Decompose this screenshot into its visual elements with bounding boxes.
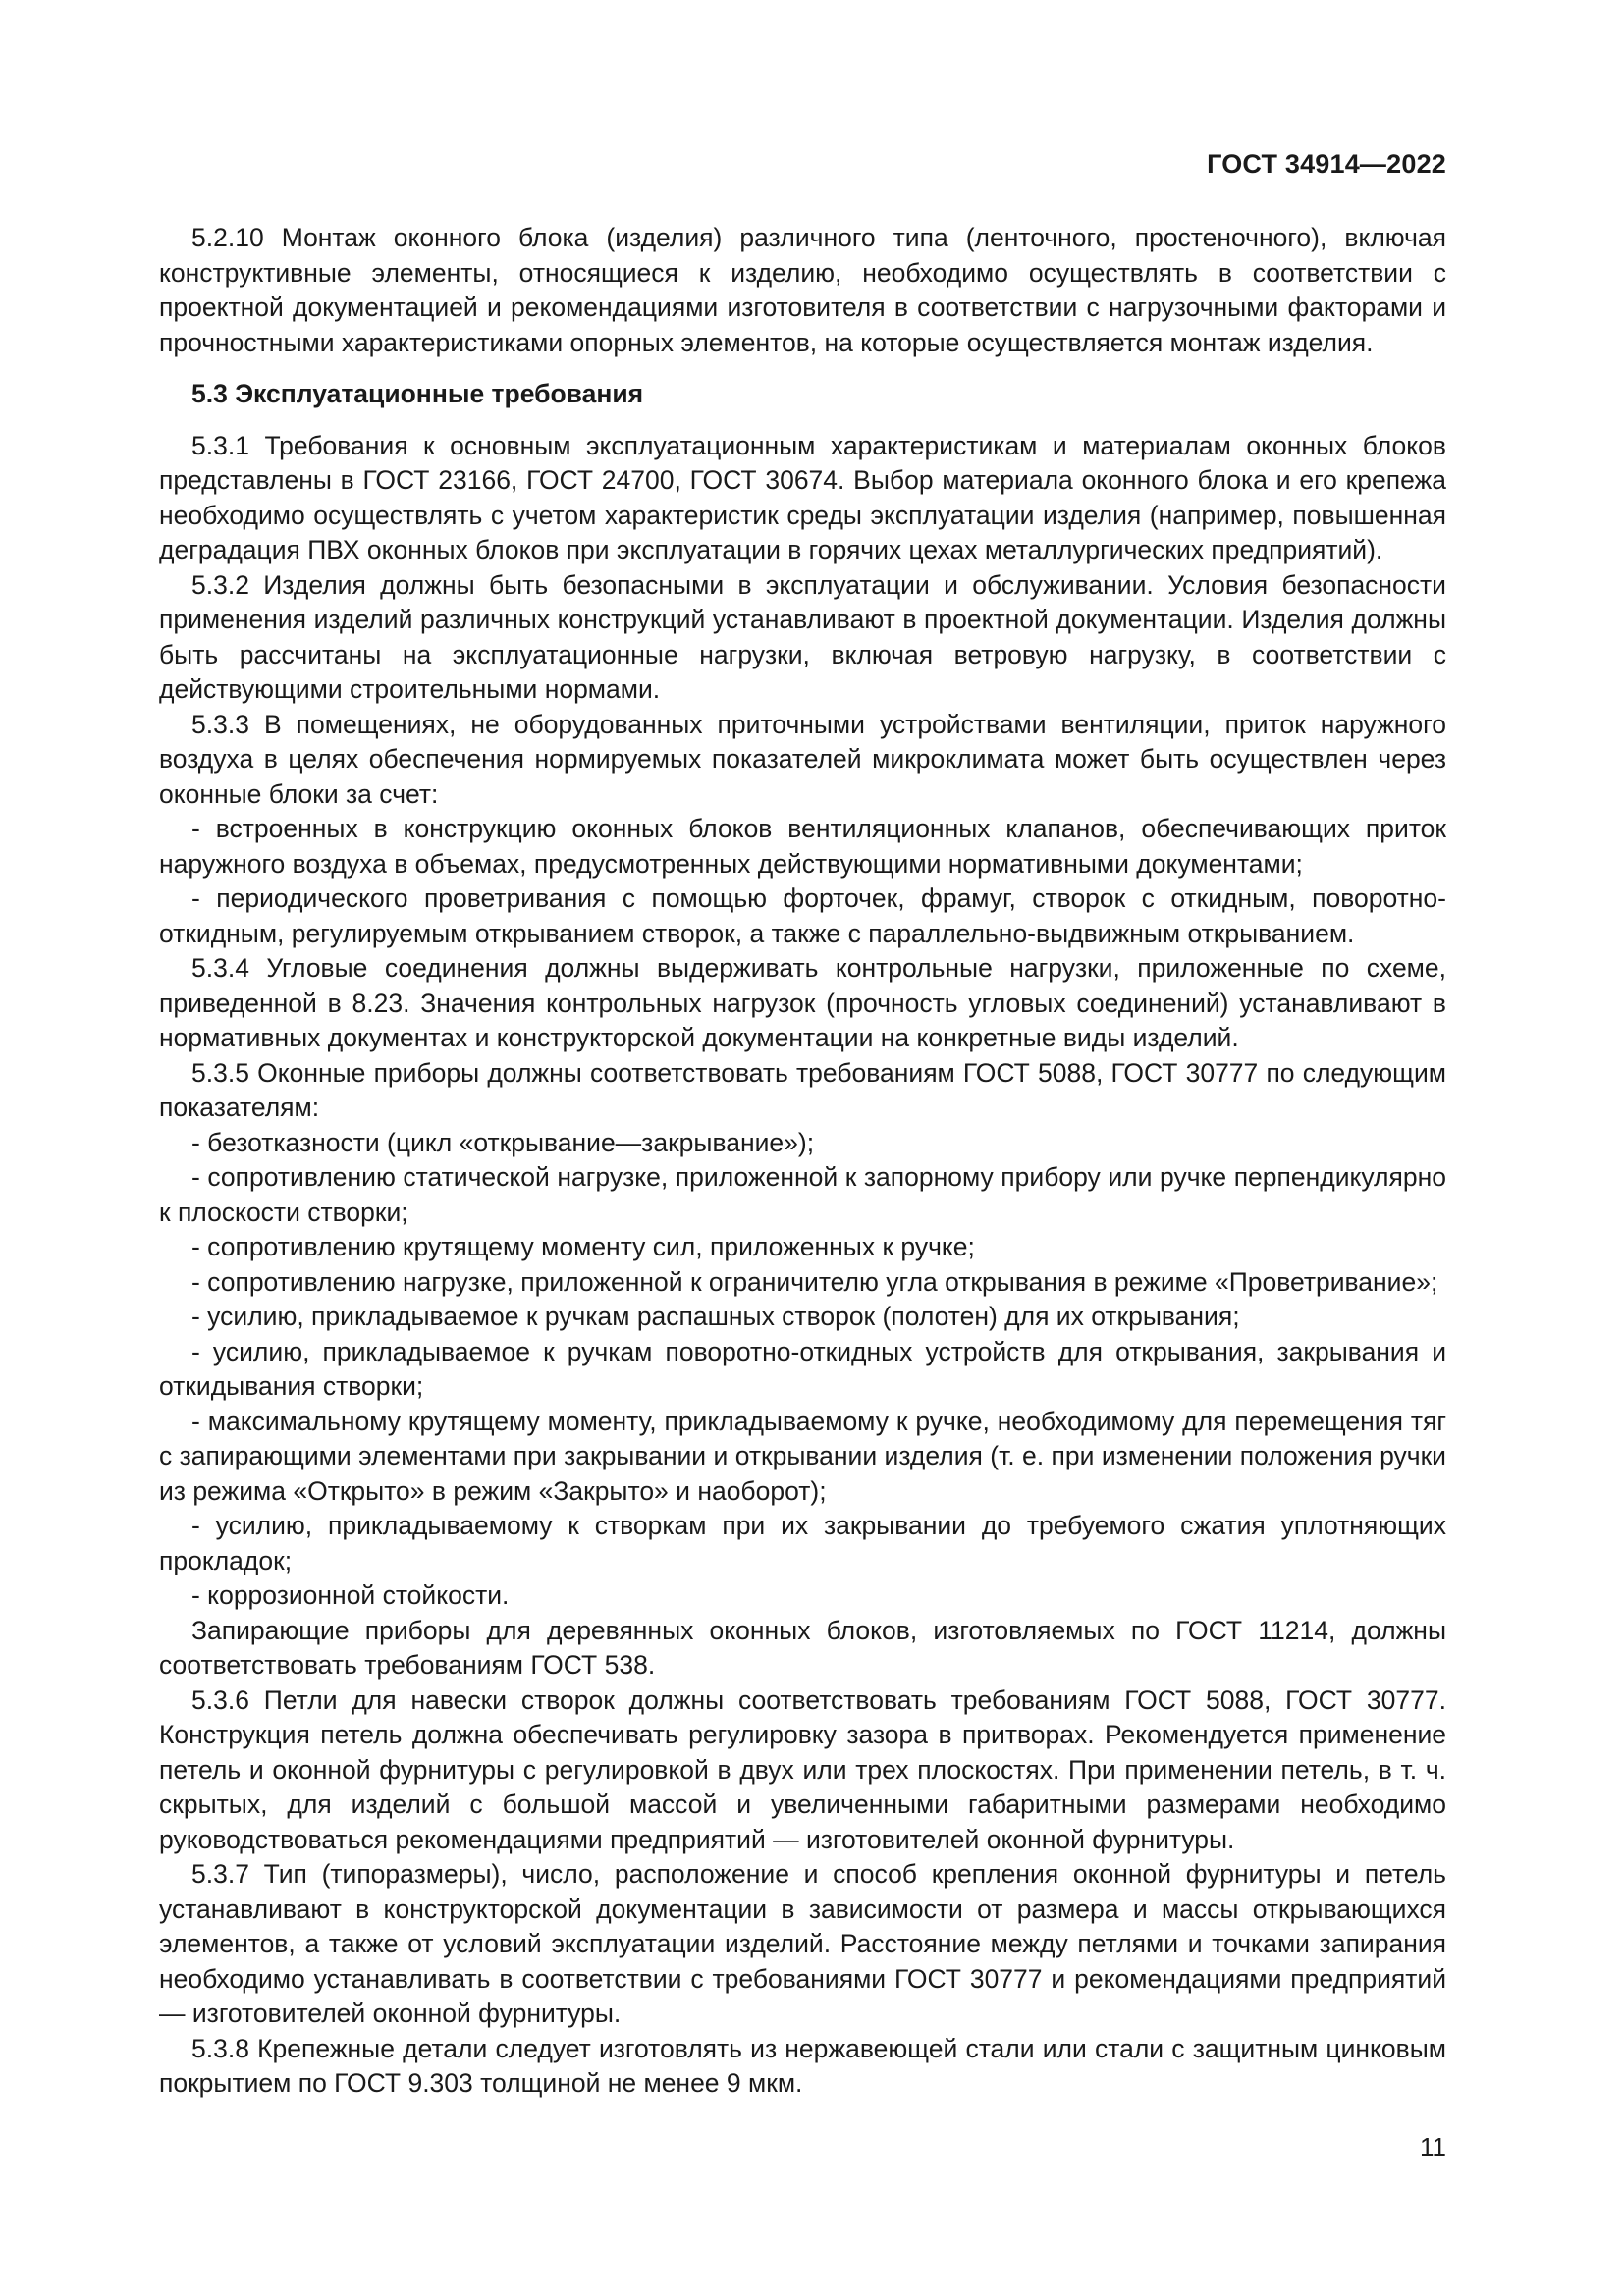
paragraph-5-3-8: 5.3.8 Крепежные детали следует изготовлять из нержавеющей стали или стали с защитным цинковым покрытием по ГОСТ 9.303 толщиной не менее 9 мкм.: [159, 2033, 1446, 2098]
paragraph-5-2-10: 5.2.10 Монтаж оконного блока (изделия) различного типа (ленточного, простеночного), включая конструктивные элементы, относящиеся к изделию, необходимо осуществлять в соответствии с проектной документацией и рекомендациями изготовителя в соответствии с нагрузочными факторами и прочностными характеристиками опорных элементов, на которые осуществляется монтаж изделия.: [159, 223, 1446, 357]
paragraph-5-3-5: 5.3.5 Оконные приборы должны соответствовать требованиям ГОСТ 5088, ГОСТ 30777 по следующим показателям:: [159, 1057, 1446, 1122]
document-body: [159, 221, 1446, 2102]
list-item: - усилию, прикладываемому к створкам при их закрывании до требуемого сжатия уплотняющих прокладок;: [159, 1511, 1446, 1575]
paragraph-5-3-4: 5.3.4 Угловые соединения должны выдерживать контрольные нагрузки, приложенные по схеме, приведенной в 8.23. Значения контрольных нагрузок (прочность угловых соединений) устанавливают в нормативных документах и конструкторской документации на конкретные виды изделий.: [159, 953, 1446, 1052]
list-item: - усилию, прикладываемое к ручкам распашных створок (полотен) для их открывания;: [191, 1302, 1240, 1331]
paragraph-5-3-3: 5.3.3 В помещениях, не оборудованных приточными устройствами вентиляции, приток наружного воздуха в целях обеспечения нормируемых показателей микроклимата может быть осуществлен через оконные блоки за счет:: [159, 709, 1446, 809]
list-item: - сопротивлению нагрузке, приложенной к ограничителю угла открывания в режиме «Проветривание»;: [191, 1266, 1438, 1297]
page-number: 11: [1420, 2132, 1446, 2162]
list-item: - сопротивлению статической нагрузке, приложенной к запорному прибору или ручке перпендикулярно к плоскости створки;: [159, 1162, 1446, 1227]
list-item: - максимальному крутящему моменту, прикладываемому к ручке, необходимому для перемещения тяг с запирающими элементами при закрывании и открывании изделия (т. е. при изменении положения ручки из режима «Открыто» в режим «Закрыто» и наоборот);: [159, 1406, 1446, 1506]
list-item: - периодического проветривания с помощью форточек, фрамуг, створок с откидным, поворотно-откидным, регулируемым открыванием створок, а также с параллельно-выдвижным открыванием.: [159, 883, 1446, 948]
paragraph-5-3-7: 5.3.7 Тип (типоразмеры), число, расположение и способ крепления оконной фурнитуры и петель устанавливают в конструкторской документации в зависимости от размера и массы открывающихся элементов, а также от условий эксплуатации изделий. Расстояние между петлями и точками запирания необходимо устанавливать в соответствии с требованиями ГОСТ 30777 и рекомендациями предприятий — изготовителей оконной фурнитуры.: [159, 1859, 1446, 2028]
list-item: - безотказности (цикл «открывание—закрывание»);: [191, 1127, 815, 1157]
paragraph-locking-devices: Запирающие приборы для деревянных оконных блоков, изготовляемых по ГОСТ 11214, должны соответствовать требованиям ГОСТ 538.: [159, 1615, 1446, 1680]
document-header: ГОСТ 34914—2022: [1207, 149, 1446, 179]
paragraph-5-3-2: 5.3.2 Изделия должны быть безопасными в эксплуатации и обслуживании. Условия безопасности применения изделий различных конструкций устанавливают в проектной документации. Изделия должны быть рассчитаны на эксплуатационные нагрузки, включая ветровую нагрузку, в соответствии с действующими строительными нормами.: [159, 569, 1446, 704]
list-item: - сопротивлению крутящему моменту сил, приложенных к ручке;: [191, 1232, 975, 1261]
list-item: - усилию, прикладываемое к ручкам поворотно-откидных устройств для открывания, закрывания и откидывания створки;: [159, 1336, 1446, 1401]
section-heading-5-3: 5.3 Эксплуатационные требования: [191, 379, 644, 408]
list-item: - встроенных в конструкцию оконных блоков вентиляционных клапанов, обеспечивающих приток наружного воздуха в объемах, предусмотренных действующими нормативными документами;: [159, 814, 1446, 879]
list-item: - коррозионной стойкости.: [191, 1580, 510, 1610]
paragraph-5-3-6: 5.3.6 Петли для навески створок должны соответствовать требованиям ГОСТ 5088, ГОСТ 30777. Конструкция петель должна обеспечивать регулировку зазора в притворах. Рекомендуется применение петель и оконной фурнитуры с регулировкой в двух или трех плоскостях. При применении петель, в т. ч. скрытых, для изделий с большой массой и увеличенными габаритными размерами необходимо руководствоваться рекомендациями предприятий — изготовителей оконной фурнитуры.: [159, 1684, 1446, 1854]
paragraph-5-3-1: 5.3.1 Требования к основным эксплуатационным характеристикам и материалам оконных блоков представлены в ГОСТ 23166, ГОСТ 24700, ГОСТ 30674. Выбор материала оконного блока и его крепежа необходимо осуществлять с учетом характеристик среды эксплуатации изделия (например, повышенная деградация ПВХ оконных блоков при эксплуатации в горячих цехах металлургических предприятий).: [159, 430, 1446, 564]
